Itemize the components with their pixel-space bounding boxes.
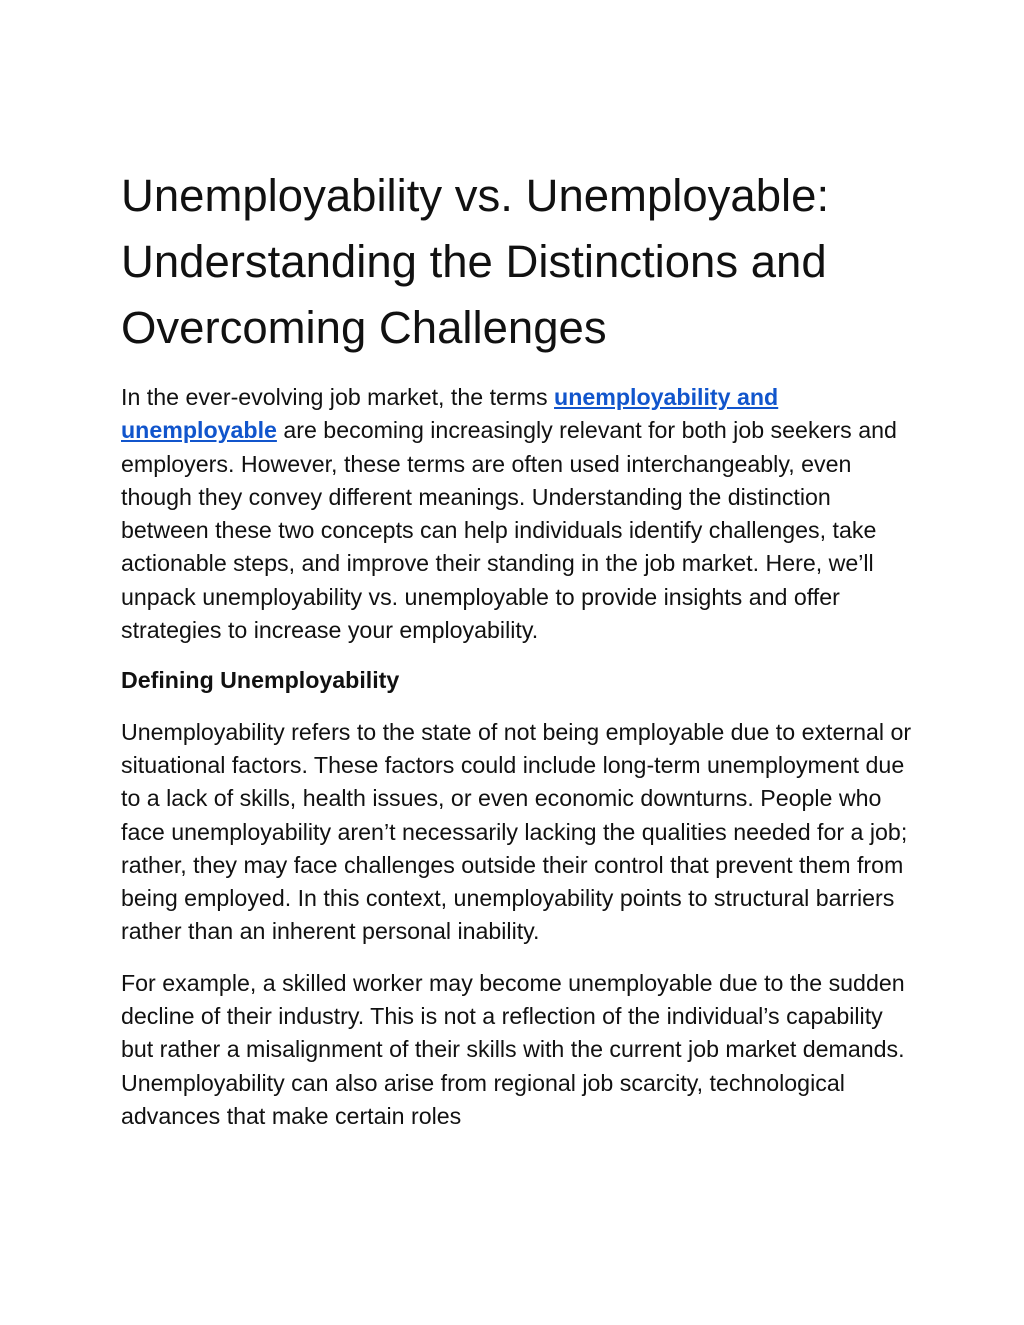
title-line-1: Unemployability vs. Unemployable: [121,170,830,221]
title-line-3: Overcoming Challenges [121,302,607,353]
page-title [121,163,921,361]
title-line-2: Understanding the Distinctions and [121,236,827,287]
example-paragraph: For example, a skilled worker may become unemployable due to the sudden decline of their industry. This is not a reflection of the individual’s capability but rather a misalignment of their skills with the current job market demands. Unemployability can also arise from regional job scarcity, technological advances that make certain roles [121,969,905,1129]
section-heading-defining-unemployability: Defining Unemployability [121,667,400,694]
document-page [121,163,921,1133]
intro-text-before-link: In the ever-evolving job market, the terms [121,384,555,410]
unemployability-link[interactable]: unemployability and unemployable [121,384,779,444]
intro-paragraph [121,381,921,647]
definition-paragraph: Unemployability refers to the state of not being employable due to external or situational factors. These factors could include long-term unemployment due to a lack of skills, health issues, or even economic downturns. People who face unemployability aren’t necessarily lacking the qualities needed for a job; rather, they may face challenges outside their control that prevent them from being employed. In this context, unemployability points to structural barriers rather than an inherent personal inability. [121,718,912,945]
intro-text-after-link: are becoming increasingly relevant for both job seekers and employers. However, these terms are often used interchangeably, even though they convey different meanings. Understanding the distinction between these two concepts can help individuals identify challenges, take actionable steps, and improve their standing in the job market. Here, we’ll unpack unemployability vs. unemployable to provide insights and offer strategies to increase your employability. [121,417,897,644]
